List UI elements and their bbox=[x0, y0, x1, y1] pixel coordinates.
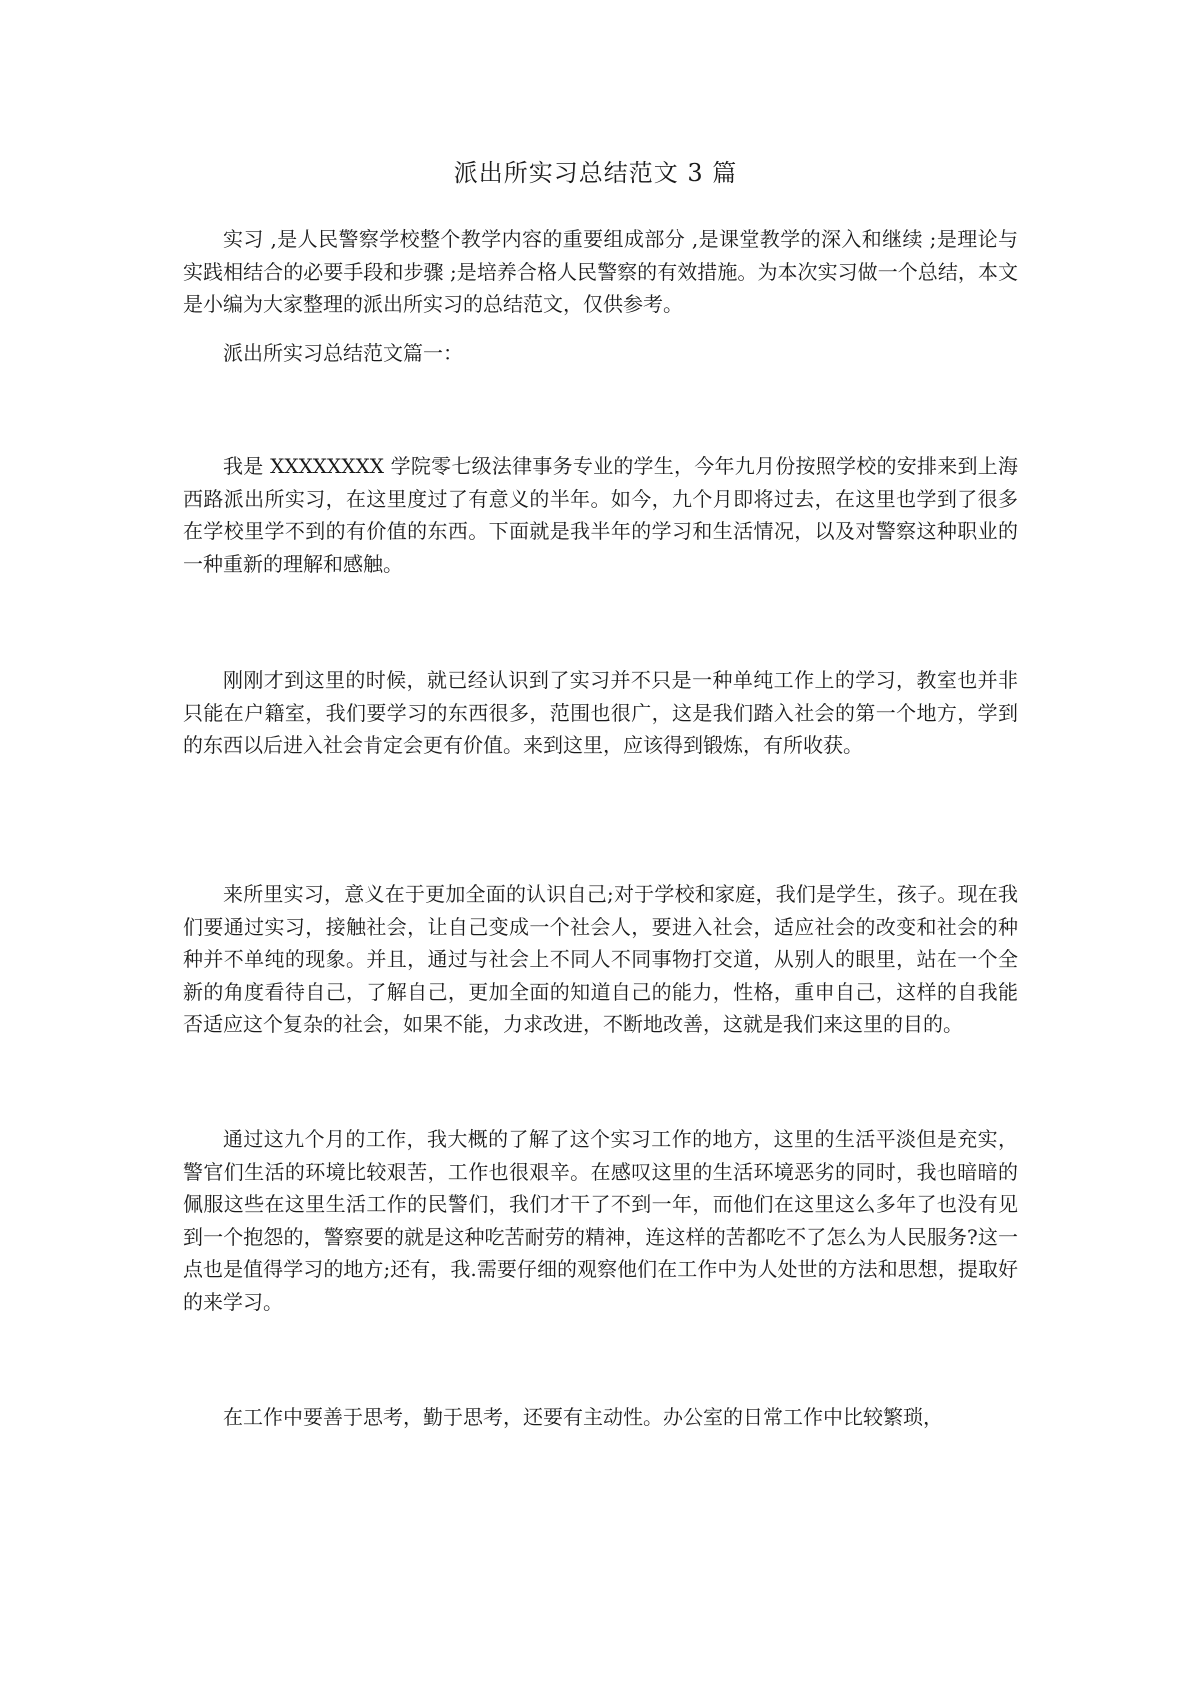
document-title: 派出所实习总结范文 3 篇 bbox=[453, 159, 738, 187]
paragraph-body-1: 我是 XXXXXXXX 学院零七级法律事务专业的学生，今年九月份按照学校的安排来到上海西路派出所实习，在这里度过了有意义的半年。如今，九个月即将过去，在这里也学到了很多在学校里学不到的有价值的东西。下面就是我半年的学习和生活情况，以及对警察这种职业的一种重新的理解和感触。 bbox=[183, 454, 1018, 576]
paragraph-body-2: 刚刚才到这里的时候，就已经认识到了实习并不只是一种单纯工作上的学习，教室也并非只能在户籍室，我们要学习的东西很多，范围也很广，这是我们踏入社会的第一个地方，学到的东西以后进入社会肯定会更有价值。来到这里，应该得到锻炼，有所收获。 bbox=[183, 668, 1018, 757]
paragraph-body-4: 通过这九个月的工作，我大概的了解了这个实习工作的地方，这里的生活平淡但是充实，警官们生活的环境比较艰苦，工作也很艰辛。在感叹这里的生活环境恶劣的同时，我也暗暗的佩服这些在这里生活工作的民警们，我们才干了不到一年，而他们在这里这么多年了也没有见到一个抱怨的，警察要的就是这种吃苦耐劳的精神，连这样的苦都吃不了怎么为人民服务?这一点也是值得学习的地方;还有，我.需要仔细的观察他们在工作中为人处世的方法和思想，提取好的来学习。 bbox=[183, 1127, 1018, 1314]
paragraph-body-3: 来所里实习，意义在于更加全面的认识自己;对于学校和家庭，我们是学生，孩子。现在我们要通过实习，接触社会，让自己变成一个社会人，要进入社会，适应社会的改变和社会的种种并不单纯的现象。并且，通过与社会上不同人不同事物打交道，从别人的眼里，站在一个全新的角度看待自己，了解自己，更加全面的知道自己的能力，性格，重申自己，这样的自我能否适应这个复杂的社会，如果不能，力求改进，不断地改善，这就是我们来这里的目的。 bbox=[183, 882, 1018, 1036]
paragraph-body-5: 在工作中要善于思考，勤于思考，还要有主动性。办公室的日常工作中比较繁琐， bbox=[223, 1405, 943, 1429]
paragraph-intro: 实习 ,是人民警察学校整个教学内容的重要组成部分 ,是课堂教学的深入和继续 ;是理论与实践相结合的必要手段和步骤 ;是培养合格人民警察的有效措施。为本次实习做一个总结，本文是小编为大家整理的派出所实习的总结范文，仅供参考。 bbox=[183, 227, 1018, 316]
paragraph-section-heading: 派出所实习总结范文篇一： bbox=[223, 341, 463, 365]
